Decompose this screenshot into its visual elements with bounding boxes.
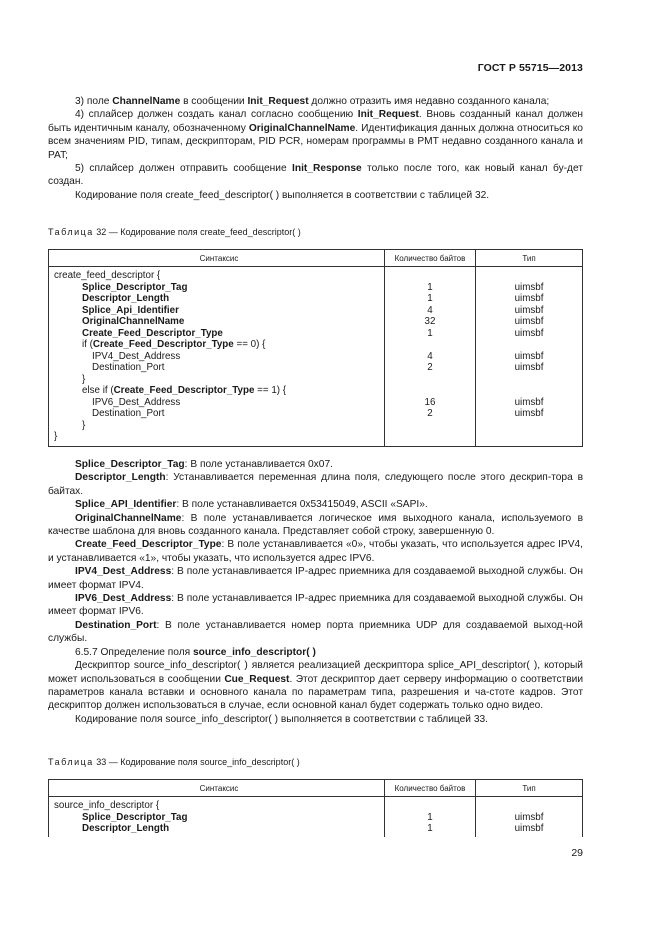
syntax-line: Descriptor_Length xyxy=(82,823,170,835)
table-32-caption: Таблица 32 — Кодирование поля create_feed_descriptor( ) xyxy=(48,227,301,237)
bytes-value: 16 xyxy=(424,396,436,408)
column-header-syntax: Синтаксис xyxy=(49,250,385,267)
table-33-type-cell xyxy=(476,797,583,837)
paragraph-3: 3) поле ChannelName в сообщении Init_Request должно отразить имя недавно созданного канала; xyxy=(75,96,550,107)
bytes-value: 1 xyxy=(427,293,433,305)
type-value: uimsbf xyxy=(514,316,544,328)
table-33-block xyxy=(48,756,583,837)
syntax-line: Destination_Port xyxy=(92,408,165,420)
standard-number: ГОСТ Р 55715—2013 xyxy=(477,62,583,74)
type-value: uimsbf xyxy=(514,281,544,293)
column-header-bytes: Количество байтов xyxy=(385,780,476,797)
table-32-bytes-cell xyxy=(385,267,476,447)
type-value xyxy=(476,374,582,386)
syntax-line: Destination_Port xyxy=(92,362,165,374)
bytes-value xyxy=(385,339,475,351)
table-33-bytes-cell xyxy=(385,797,476,837)
type-value xyxy=(476,431,582,443)
section-heading: 6.5.7 Определение поля source_info_descriptor( ) xyxy=(75,646,316,658)
definition-create-feed-descriptor-type: Create_Feed_Descriptor_Type: В поле устанавливается «0», чтобы указать, что используется адрес IPV4, и устанавливается «1», чтобы указать, что используется адрес IPV6. xyxy=(48,539,583,564)
syntax-line: Create_Feed_Descriptor_Type xyxy=(82,327,223,339)
syntax-line: create_feed_descriptor { xyxy=(54,270,161,282)
bytes-value: 1 xyxy=(427,811,433,823)
table-32-block xyxy=(48,226,583,447)
type-value: uimsbf xyxy=(514,350,544,362)
definition-ipv6-dest-address: IPV6_Dest_Address: В поле устанавливается IP-адрес приемника для создаваемой выходной службы. Он имеет формат IPV6. xyxy=(48,593,583,618)
column-header-type: Тип xyxy=(476,250,583,267)
table-32-type-cell xyxy=(476,267,583,447)
bytes-value: 1 xyxy=(427,281,433,293)
type-value: uimsbf xyxy=(514,362,544,374)
table-33-caption: Таблица 33 — Кодирование поля source_info_descriptor( ) xyxy=(48,757,300,767)
bytes-value: 1 xyxy=(427,327,433,339)
page-number: 29 xyxy=(571,847,583,859)
paragraph-4: 4) сплайсер должен создать канал согласно сообщению Init_Request. Вновь созданный канал должен быть идентичным каналу, обозначенному OriginalChannelName. Идентификация данных должна относиться ко всем значениям PID, типам, дескрипторам, PID PCR, номерам программы в PMT недавно созданного канала и PAT; xyxy=(48,109,584,161)
type-value xyxy=(476,339,582,351)
definition-splice-descriptor-tag: Splice_Descriptor_Tag: В поле устанавливается 0x07. xyxy=(75,459,333,470)
type-value: uimsbf xyxy=(514,408,544,420)
definition-original-channel-name: OriginalChannelName: В поле устанавливается логическое имя выходного канала, используемого в качестве шаблона для вновь созданного канала. Представляет собой строку, завершенную 0. xyxy=(48,512,583,538)
bytes-value: 4 xyxy=(427,304,433,316)
type-value: uimsbf xyxy=(514,327,544,339)
syntax-line: IPV6_Dest_Address xyxy=(92,396,181,408)
bytes-value xyxy=(385,374,475,386)
bytes-value: 32 xyxy=(424,316,436,328)
paragraph-table-ref-33: Кодирование поля source_info_descriptor( ) выполняется в соответствии с таблицей 33. xyxy=(75,713,488,725)
syntax-line: else if (Create_Feed_Descriptor_Type == 1) { xyxy=(82,385,287,397)
bytes-value xyxy=(385,385,475,397)
bytes-value: 2 xyxy=(427,408,433,420)
syntax-line: } xyxy=(82,373,86,385)
type-value: uimsbf xyxy=(514,823,544,835)
type-value xyxy=(476,385,582,397)
syntax-line: source_info_descriptor { xyxy=(54,800,160,812)
syntax-line: } xyxy=(54,431,58,443)
type-value: uimsbf xyxy=(514,293,544,305)
definition-descriptor-length: Descriptor_Length: Устанавливается переменная длина поля, следующего после этого дескрип-тора в байтах. xyxy=(48,472,583,497)
bytes-value xyxy=(385,431,475,443)
column-header-syntax: Синтаксис xyxy=(49,780,385,797)
type-value: uimsbf xyxy=(514,396,544,408)
syntax-line: } xyxy=(82,419,86,431)
syntax-line: Splice_Descriptor_Tag xyxy=(82,281,188,293)
table-33 xyxy=(48,779,583,837)
paragraph-table-ref-32: Кодирование поля create_feed_descriptor( ) выполняется в соответствии с таблицей 32. xyxy=(75,189,490,201)
syntax-line: Splice_Descriptor_Tag xyxy=(82,811,188,823)
definition-splice-api-identifier: Splice_API_Identifier: В поле устанавливается 0x53415049, ASCII «SAPI». xyxy=(75,499,428,511)
column-header-type: Тип xyxy=(476,780,583,797)
type-value: uimsbf xyxy=(514,811,544,823)
definition-ipv4-dest-address: IPV4_Dest_Address: В поле устанавливается IP-адрес приемника для создаваемой выходной службы. Он имеет формат IPV4. xyxy=(48,566,583,591)
column-header-bytes: Количество байтов xyxy=(385,250,476,267)
table-33-syntax-cell xyxy=(49,797,385,837)
type-value: uimsbf xyxy=(514,304,544,316)
syntax-line: IPV4_Dest_Address xyxy=(92,350,181,362)
type-value xyxy=(476,420,582,432)
definition-destination-port: Destination_Port: В поле устанавливается номер порта приемника UDP для создаваемой выход-ной службы. xyxy=(48,619,583,645)
type-value xyxy=(476,800,582,812)
syntax-line: if (Create_Feed_Descriptor_Type == 0) { xyxy=(82,339,266,351)
syntax-line: Descriptor_Length xyxy=(82,293,170,305)
bytes-value xyxy=(385,800,475,812)
syntax-line: OriginalChannelName xyxy=(82,316,185,328)
bytes-value: 2 xyxy=(427,362,433,374)
body-upper xyxy=(48,95,583,202)
table-32 xyxy=(48,249,583,447)
type-value xyxy=(476,270,582,282)
paragraph-5: 5) сплайсер должен отправить сообщение Init_Response только после того, как новый канал бу-дет создан. xyxy=(48,163,583,188)
table-32-syntax-cell xyxy=(49,267,385,447)
paragraph-source-info: Дескриптор source_info_descriptor( ) является реализацией дескриптора splice_API_descriptor( ), который может использоваться в сообщении Cue_Request. Этот дескриптор дает серверу информацию о соответствии параметров канала вставки и основного канала по параметрам типа, разрешения и ча-стоте кадров. Этот дескриптор должен использоваться в случае, если основной канал будет содержать только одно видео. xyxy=(48,660,584,712)
bytes-value xyxy=(385,420,475,432)
bytes-value: 1 xyxy=(427,823,433,835)
bytes-value xyxy=(385,270,475,282)
syntax-line: Splice_Api_Identifier xyxy=(82,304,179,316)
bytes-value: 4 xyxy=(427,350,433,362)
definitions-block xyxy=(48,458,583,726)
